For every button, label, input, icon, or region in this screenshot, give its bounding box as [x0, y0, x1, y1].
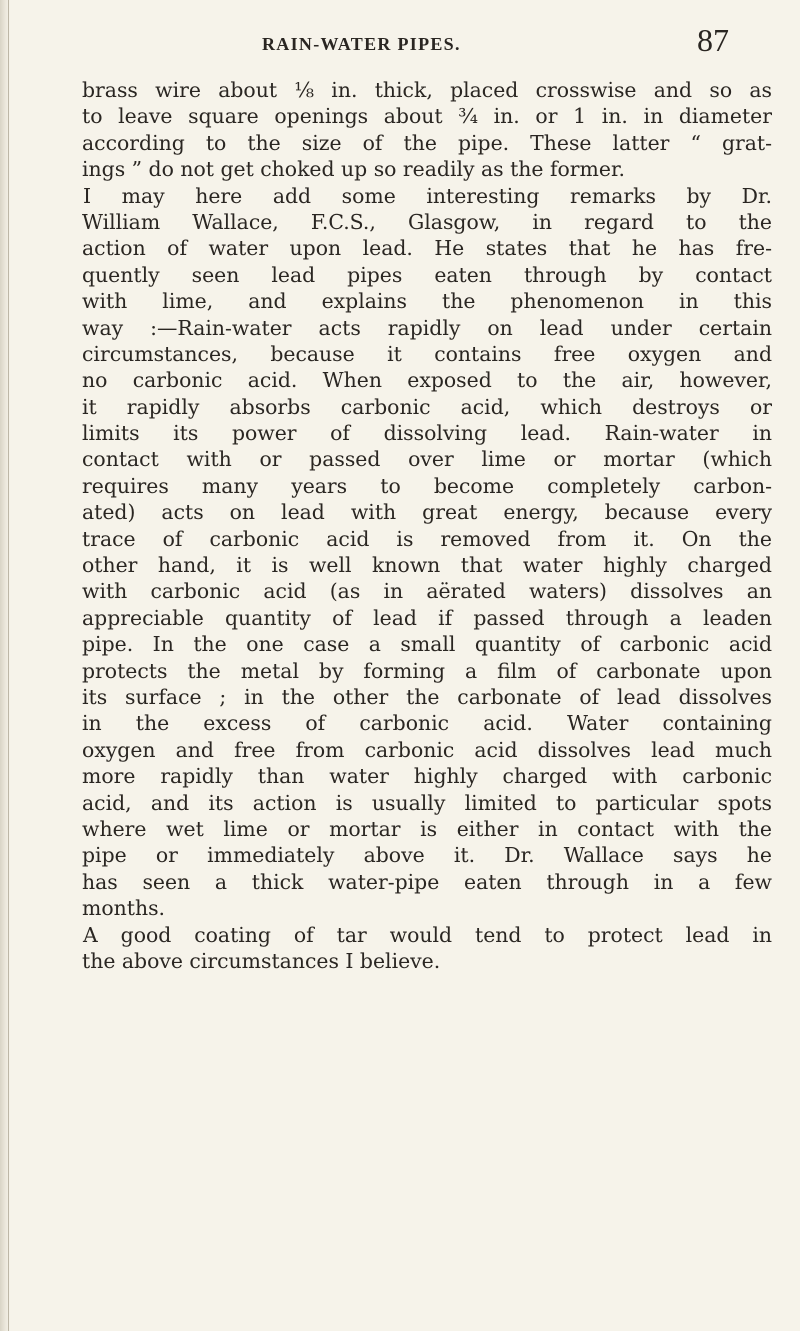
text-line: months.	[82, 896, 166, 921]
text-line: its surface ; in the other the carbonate of lead dissolves	[82, 684, 772, 709]
text-line: no carbonic acid. When exposed to the air, however,	[82, 368, 772, 393]
text-line: limits its power of dissolving lead. Rain-water in	[82, 421, 772, 446]
page-spine-edge	[8, 0, 9, 1331]
body-text	[82, 77, 772, 974]
text-line: requires many years to become completely carbon-	[82, 473, 772, 498]
text-line: appreciable quantity of lead if passed through a leaden	[82, 605, 772, 630]
text-line: oxygen and free from carbonic acid dissolves lead much	[82, 737, 772, 762]
text-line: where wet lime or mortar is either in contact with the	[82, 816, 772, 841]
running-head: RAIN-WATER PIPES.	[262, 34, 461, 54]
text-line: according to the size of the pipe. These latter “ grat-	[82, 130, 772, 155]
page-number: 87	[697, 22, 729, 58]
paragraph-start-line: A good coating of tar would tend to protect lead in	[83, 922, 772, 947]
text-line: the above circumstances I believe.	[82, 948, 441, 973]
text-line: contact with or passed over lime or mortar (which	[82, 447, 772, 472]
text-line: William Wallace, F.C.S., Glasgow, in regard to the	[82, 209, 772, 234]
text-line: trace of carbonic acid is removed from it. On the	[82, 526, 772, 551]
text-line: ated) acts on lead with great energy, because every	[82, 500, 772, 525]
text-line: action of water upon lead. He states that he has fre-	[82, 236, 772, 261]
text-line: has seen a thick water-pipe eaten through in a few	[82, 869, 772, 894]
text-line: brass wire about ⅛ in. thick, placed crosswise and so as	[82, 78, 772, 102]
page-header	[0, 22, 800, 74]
text-line: way :—Rain-water acts rapidly on lead under certain	[82, 315, 772, 340]
text-line: more rapidly than water highly charged with carbonic	[82, 764, 772, 789]
text-line: other hand, it is well known that water highly charged	[82, 553, 772, 578]
paragraph-start-line: I may here add some interesting remarks by Dr.	[83, 183, 772, 208]
text-line: ings ” do not get choked up so readily as the former.	[82, 157, 625, 182]
text-line: acid, and its action is usually limited to particular spots	[82, 790, 772, 815]
text-line: pipe or immediately above it. Dr. Wallace says he	[82, 843, 772, 868]
text-line: to leave square openings about ¾ in. or 1 in. in diameter	[82, 104, 772, 129]
text-line: it rapidly absorbs carbonic acid, which destroys or	[82, 394, 772, 419]
text-line: in the excess of carbonic acid. Water containing	[82, 711, 772, 736]
text-line: pipe. In the one case a small quantity of carbonic acid	[82, 632, 772, 657]
text-line: with lime, and explains the phenomenon in this	[82, 289, 772, 314]
text-line: quently seen lead pipes eaten through by contact	[82, 262, 772, 287]
text-line: protects the metal by forming a film of carbonate upon	[82, 658, 772, 683]
text-line: with carbonic acid (as in aërated waters) dissolves an	[82, 579, 772, 604]
text-line: circumstances, because it contains free oxygen and	[82, 341, 772, 366]
